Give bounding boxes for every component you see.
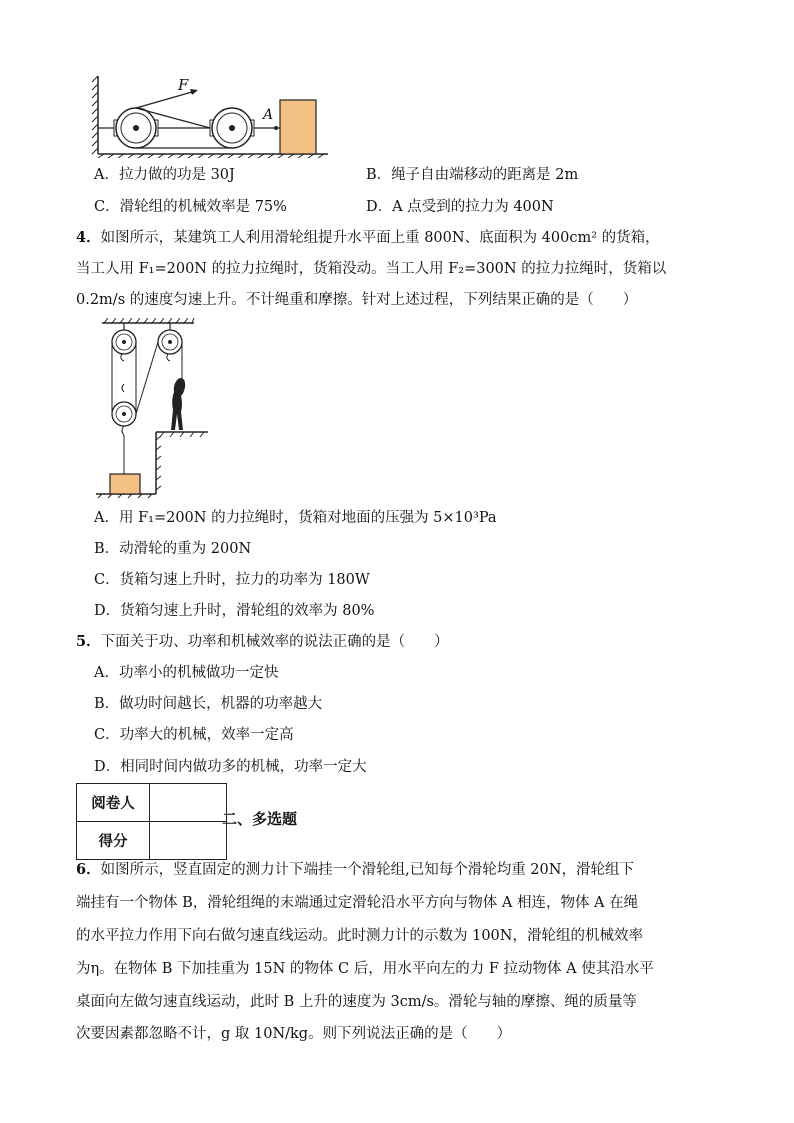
q5-option-b: B．做功时间越长，机器的功率越大 bbox=[94, 696, 323, 712]
q6-stem-line-1: 6．如图所示，竖直固定的测力计下端挂一个滑轮组,已知每个滑轮均重 20N，滑轮组下 bbox=[76, 861, 634, 878]
q6-stem-line-2: 端挂有一个物体 B，滑轮组绳的末端通过定滑轮沿水平方向与物体 A 相连，物体 A 在绳 bbox=[76, 895, 639, 911]
q4-option-d: D．货箱匀速上升时，滑轮组的效率为 80% bbox=[94, 603, 375, 619]
reviewer-cell[interactable] bbox=[150, 784, 227, 822]
figure-horizontal-pulleys bbox=[90, 70, 340, 158]
q5-number: 5． bbox=[76, 633, 101, 650]
q5-stem: 5．下面关于功、功率和机械效率的说法正确的是（ ） bbox=[76, 633, 449, 650]
q4-stem-line-2: 当工人用 F₁=200N 的拉力拉绳时，货箱没动。当工人用 F₂=300N 的拉力拉绳时，货箱以 bbox=[76, 261, 667, 277]
section-title: 二、多选题 bbox=[222, 810, 298, 828]
q3-option-b: B．绳子自由端移动的距离是 2m bbox=[366, 167, 579, 183]
q4-stem-line-1: 4．如图所示，某建筑工人利用滑轮组提升水平面上重 800N、底面积为 400cm² 的货箱， bbox=[76, 229, 660, 246]
q6-stem-line-4: 为η。在物体 B 下加挂重为 15N 的物体 C 后，用水平向左的力 F 拉动物体 A 使其沿水平 bbox=[76, 961, 654, 977]
q3-option-c: C．滑轮组的机械效率是 75% bbox=[94, 199, 287, 215]
q5-option-d: D．相同时间内做功多的机械，功率一定大 bbox=[94, 759, 367, 775]
q6-number: 6． bbox=[76, 861, 101, 878]
q6-stem-line-6: 次要因素都忽略不计，g 取 10N/kg。则下列说法正确的是（ ） bbox=[76, 1026, 512, 1042]
q4-option-c: C．货箱匀速上升时，拉力的功率为 180W bbox=[94, 572, 370, 588]
q5-option-c: C．功率大的机械，效率一定高 bbox=[94, 727, 294, 743]
point-label-a: A bbox=[263, 107, 274, 123]
q5-option-a: A．功率小的机械做功一定快 bbox=[94, 665, 279, 681]
q4-option-a: A．用 F₁=200N 的力拉绳时，货箱对地面的压强为 5×10³Pa bbox=[94, 510, 497, 526]
score-cell[interactable] bbox=[150, 822, 227, 860]
q3-option-a: A．拉力做的功是 30J bbox=[94, 167, 235, 183]
q4-option-b: B．动滑轮的重为 200N bbox=[94, 541, 252, 557]
q6-stem-line-5: 桌面向左做匀速直线运动，此时 B 上升的速度为 3cm/s。滑轮与轴的摩擦、绳的质量等 bbox=[76, 994, 637, 1010]
score-table bbox=[76, 783, 227, 860]
score-label: 得分 bbox=[77, 822, 150, 860]
q3-option-d: D．A 点受到的拉力为 400N bbox=[366, 199, 554, 215]
q6-stem-line-3: 的水平拉力作用下向右做匀速直线运动。此时测力计的示数为 100N，滑轮组的机械效率 bbox=[76, 928, 643, 944]
q4-number: 4． bbox=[76, 229, 101, 246]
force-label-f: F bbox=[178, 76, 189, 94]
reviewer-label: 阅卷人 bbox=[77, 784, 150, 822]
figure-vertical-pulleys bbox=[94, 318, 214, 498]
q4-stem-line-3: 0.2m/s 的速度匀速上升。不计绳重和摩擦。针对上述过程，下列结果正确的是（ ） bbox=[76, 292, 638, 308]
